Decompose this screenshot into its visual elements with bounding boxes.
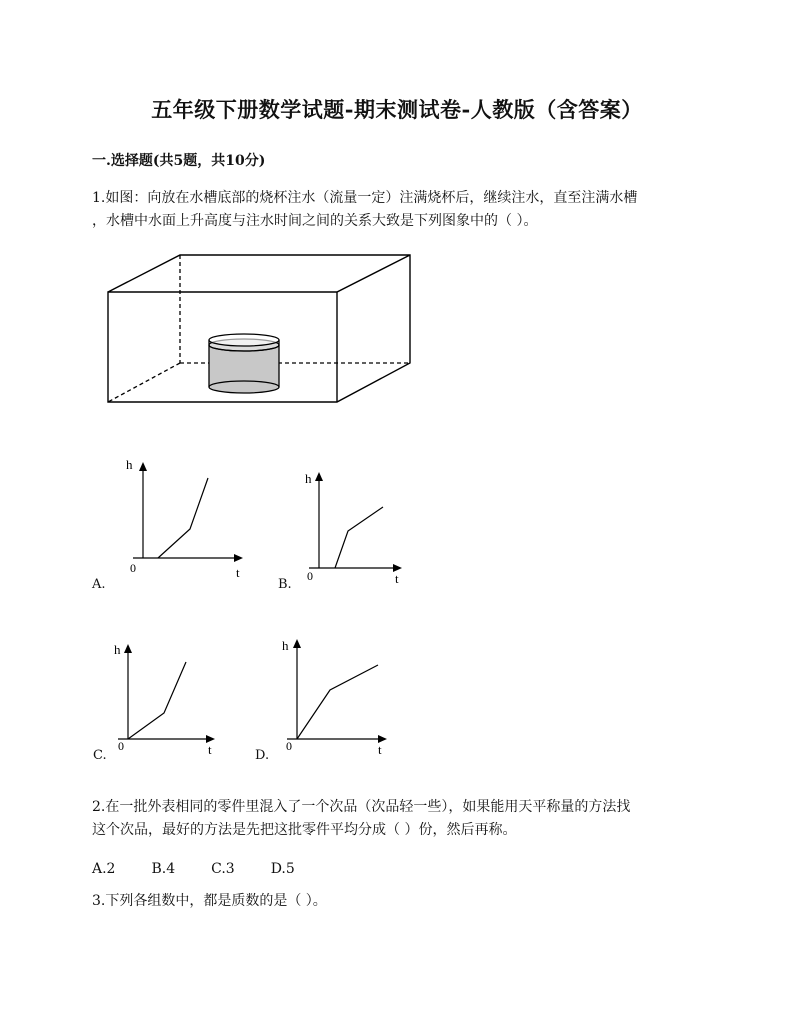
page-title: 五年级下册数学试题-期末测试卷-人教版（含答案） bbox=[151, 97, 643, 122]
graph-line bbox=[128, 662, 186, 739]
graph-a bbox=[118, 453, 258, 588]
x-label: t bbox=[208, 742, 212, 757]
y-axis-arrow bbox=[139, 462, 147, 471]
x-label: t bbox=[378, 742, 382, 757]
origin-label: 0 bbox=[286, 739, 292, 753]
question-1 bbox=[92, 187, 702, 233]
option-d: D.5 bbox=[270, 861, 295, 877]
beaker bbox=[209, 334, 279, 393]
question-2 bbox=[92, 796, 702, 842]
x-label: t bbox=[395, 571, 399, 586]
y-label: h bbox=[282, 638, 289, 653]
tank-hidden-edge bbox=[108, 363, 180, 402]
option-d-label: D. bbox=[255, 748, 270, 763]
origin-label: 0 bbox=[118, 739, 124, 753]
question-2-options bbox=[92, 858, 331, 877]
option-a-label: A. bbox=[92, 577, 106, 592]
origin-label: 0 bbox=[307, 569, 313, 583]
option-b: B.4 bbox=[151, 861, 176, 877]
question-2-line-1: 2.在一批外表相同的零件里混入了一个次品（次品轻一些），如果能用天平称量的方法找 bbox=[92, 799, 631, 815]
question-3 bbox=[92, 890, 702, 913]
question-2-line-2: 这个次品，最好的方法是先把这批零件平均分成（ ）份，然后再称。 bbox=[92, 822, 517, 838]
graph-line bbox=[158, 478, 208, 558]
x-label: t bbox=[236, 565, 240, 580]
graph-line bbox=[297, 665, 378, 739]
section-heading: 一.选择题(共5题，共10分) bbox=[92, 153, 266, 169]
graph-d bbox=[272, 630, 402, 760]
y-axis-arrow bbox=[124, 644, 132, 653]
option-a: A.2 bbox=[92, 861, 116, 877]
option-c: C.3 bbox=[211, 861, 235, 877]
graph-c bbox=[102, 630, 232, 760]
tank-beaker-figure bbox=[100, 245, 420, 410]
question-1-line-2: ，水槽中水面上升高度与注水时间之间的关系大致是下列图象中的（ ）。 bbox=[92, 213, 538, 229]
option-c-label: C. bbox=[93, 748, 107, 763]
origin-label: 0 bbox=[130, 561, 136, 575]
y-label: h bbox=[126, 457, 133, 472]
y-label: h bbox=[305, 471, 312, 486]
x-axis-arrow bbox=[234, 554, 243, 562]
graph-b bbox=[295, 463, 435, 588]
option-b-label: B. bbox=[278, 577, 292, 592]
graph-line bbox=[335, 507, 383, 568]
y-label: h bbox=[114, 642, 121, 657]
question-3-line-1: 3.下列各组数中，都是质数的是（ ）。 bbox=[92, 893, 327, 909]
y-axis-arrow bbox=[293, 639, 301, 648]
y-axis-arrow bbox=[315, 472, 323, 481]
question-1-line-1: 1.如图：向放在水槽底部的烧杯注水（流量一定）注满烧杯后，继续注水，直至注满水槽 bbox=[92, 190, 638, 206]
